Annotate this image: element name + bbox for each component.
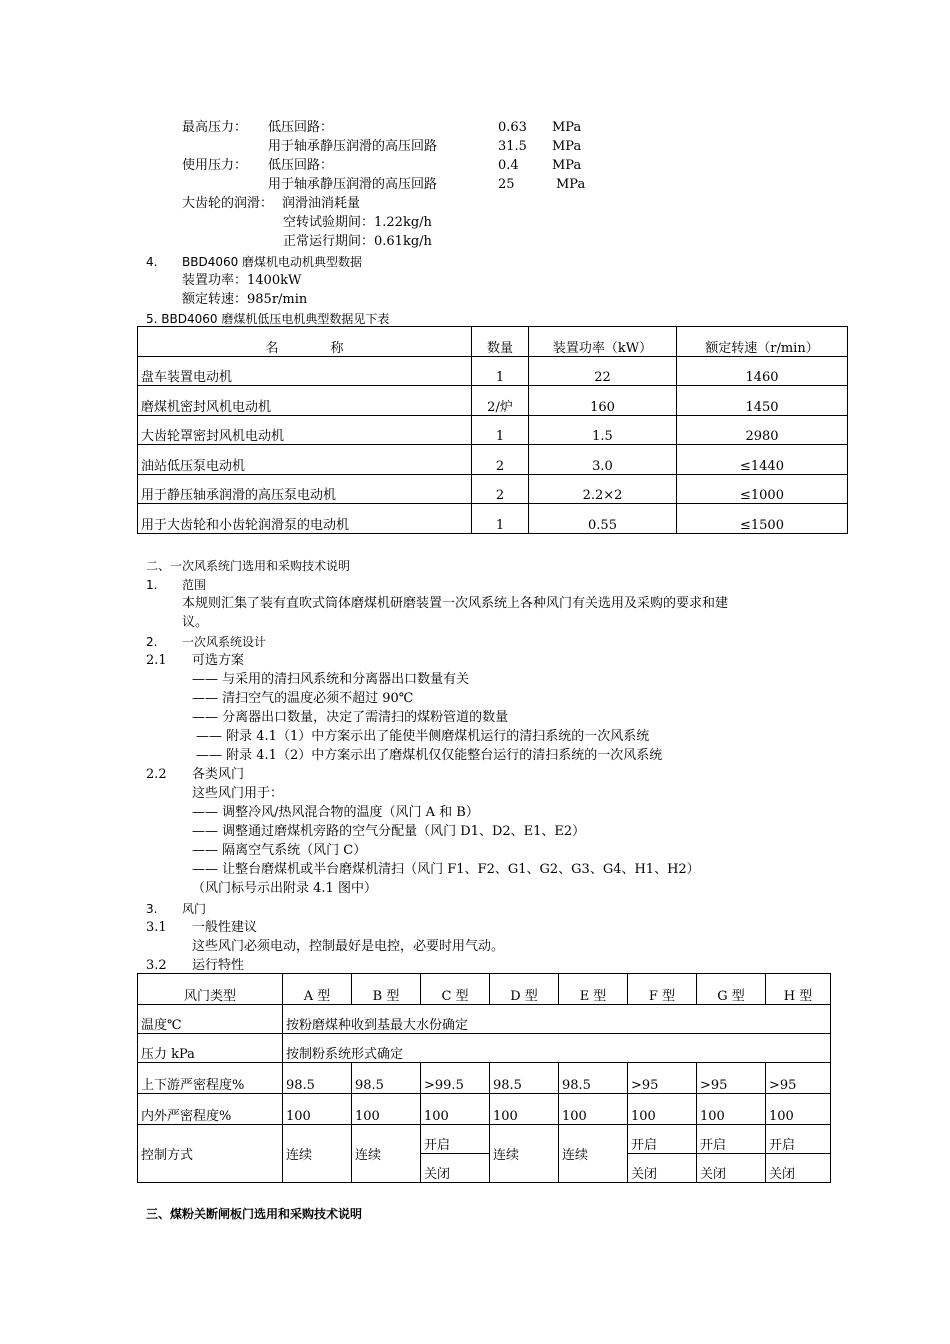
damper-row-control bbox=[138, 1125, 831, 1154]
damper-header-type: 风门类型 bbox=[138, 974, 283, 1005]
damper-header-a: A 型 bbox=[283, 974, 352, 1005]
s22-note: （风门标号示出附录 4.1 图中） bbox=[192, 881, 377, 896]
motor-power: 0.55 bbox=[529, 504, 677, 534]
motor-table-header bbox=[138, 327, 848, 357]
damper-header-c: C 型 bbox=[421, 974, 490, 1005]
s22-num: 2.2 bbox=[146, 767, 167, 782]
s22-title: 各类风门 bbox=[192, 767, 245, 782]
damper-updown-a: 98.5 bbox=[283, 1063, 352, 1094]
use-low-unit: MPa bbox=[552, 158, 582, 173]
damper-control-d: 连续 bbox=[490, 1125, 559, 1183]
motor-power: 2.2×2 bbox=[529, 475, 677, 504]
gear-lube-label: 大齿轮的润滑： bbox=[182, 196, 274, 211]
damper-inout-d: 100 bbox=[490, 1094, 559, 1125]
damper-pressure-value: 按制粉系统形式确定 bbox=[283, 1034, 831, 1063]
table-row bbox=[138, 475, 848, 504]
motor-power: 160 bbox=[529, 386, 677, 416]
damper-row-inout bbox=[138, 1094, 831, 1125]
motor-qty: 2 bbox=[472, 475, 529, 504]
damper-row-temp bbox=[138, 1005, 831, 1034]
damper-inout-b: 100 bbox=[352, 1094, 421, 1125]
use-high-value: 25 bbox=[498, 177, 515, 192]
damper-control-a: 连续 bbox=[283, 1125, 352, 1183]
damper-inout-label: 内外严密程度% bbox=[138, 1094, 283, 1125]
damper-updown-f: >95 bbox=[628, 1063, 697, 1094]
s32-num: 3.2 bbox=[146, 958, 167, 973]
damper-row-pressure bbox=[138, 1034, 831, 1063]
s2-num: 2. bbox=[146, 635, 158, 649]
max-low-circuit: 低压回路： bbox=[268, 120, 334, 135]
motor-speed: ≤1000 bbox=[677, 475, 848, 504]
damper-control-b: 连续 bbox=[352, 1125, 421, 1183]
section4-speed: 额定转速：985r/min bbox=[182, 292, 308, 307]
damper-updown-e: 98.5 bbox=[559, 1063, 628, 1094]
use-high-circuit: 用于轴承静压润滑的高压回路 bbox=[268, 177, 438, 192]
table-row bbox=[138, 357, 848, 386]
damper-control-h-open: 开启 bbox=[766, 1125, 831, 1154]
table-row bbox=[138, 504, 848, 534]
damper-control-h-close: 关闭 bbox=[766, 1154, 831, 1183]
s22-intro: 这些风门用于： bbox=[192, 786, 284, 801]
damper-control-e: 连续 bbox=[559, 1125, 628, 1183]
damper-updown-label: 上下游严密程度% bbox=[138, 1063, 283, 1094]
motor-qty: 2 bbox=[472, 445, 529, 475]
max-high-circuit: 用于轴承静压润滑的高压回路 bbox=[268, 139, 438, 154]
max-pressure-label: 最高压力： bbox=[182, 120, 248, 135]
table-row bbox=[138, 386, 848, 416]
s31-title: 一般性建议 bbox=[192, 920, 258, 935]
damper-pressure-label: 压力 kPa bbox=[138, 1034, 283, 1063]
motor-qty: 2/炉 bbox=[472, 386, 529, 416]
motor-qty: 1 bbox=[472, 416, 529, 445]
motor-speed: 2980 bbox=[677, 416, 848, 445]
damper-updown-g: >95 bbox=[697, 1063, 766, 1094]
s1-text-2: 议。 bbox=[182, 615, 209, 630]
damper-inout-g: 100 bbox=[697, 1094, 766, 1125]
s21-title: 可选方案 bbox=[192, 653, 245, 668]
motor-name: 盘车装置电动机 bbox=[138, 357, 472, 386]
motor-header-power: 装置功率（kW） bbox=[529, 327, 677, 357]
motor-qty: 1 bbox=[472, 357, 529, 386]
max-high-value: 31.5 bbox=[498, 139, 527, 154]
damper-inout-e: 100 bbox=[559, 1094, 628, 1125]
damper-inout-h: 100 bbox=[766, 1094, 831, 1125]
s32-title: 运行特性 bbox=[192, 958, 245, 973]
s31-text: 这些风门必须电动，控制最好是电控，必要时用气动。 bbox=[192, 939, 505, 954]
s2-title: 一次风系统设计 bbox=[182, 635, 267, 649]
damper-header-b: B 型 bbox=[352, 974, 421, 1005]
s22-item: —— 让整台磨煤机或半台磨煤机清扫（风门 F1、F2、G1、G2、G3、G4、H1、H2） bbox=[192, 862, 700, 877]
s3-num: 3. bbox=[146, 902, 158, 916]
gear-lube-normal: 正常运行期间：0.61kg/h bbox=[283, 234, 432, 249]
section4-title: BBD4060 磨煤机电动机典型数据 bbox=[182, 255, 363, 269]
use-low-circuit: 低压回路： bbox=[268, 158, 334, 173]
damper-inout-c: 100 bbox=[421, 1094, 490, 1125]
damper-control-c-close: 关闭 bbox=[421, 1154, 490, 1183]
damper-row-updown bbox=[138, 1063, 831, 1094]
table-row bbox=[138, 445, 848, 475]
motor-header-qty: 数量 bbox=[472, 327, 529, 357]
motor-power: 1.5 bbox=[529, 416, 677, 445]
damper-table bbox=[137, 973, 831, 1183]
damper-header-f: F 型 bbox=[628, 974, 697, 1005]
s22-item: —— 隔离空气系统（风门 C） bbox=[192, 843, 367, 858]
max-low-value: 0.63 bbox=[498, 120, 527, 135]
damper-control-f-open: 开启 bbox=[628, 1125, 697, 1154]
s21-num: 2.1 bbox=[146, 653, 167, 668]
damper-updown-c: >99.5 bbox=[421, 1063, 490, 1094]
damper-updown-d: 98.5 bbox=[490, 1063, 559, 1094]
section4-power: 装置功率：1400kW bbox=[182, 273, 302, 288]
s21-item: —— 附录 4.1（2）中方案示出了磨煤机仅仅能整台运行的清扫系统的一次风系统 bbox=[196, 748, 663, 763]
motor-speed: 1460 bbox=[677, 357, 848, 386]
s1-title: 范围 bbox=[182, 578, 207, 592]
s21-item: —— 附录 4.1（1）中方案示出了能使半侧磨煤机运行的清扫系统的一次风系统 bbox=[196, 729, 650, 744]
motor-speed: ≤1440 bbox=[677, 445, 848, 475]
damper-header-d: D 型 bbox=[490, 974, 559, 1005]
s21-item: —— 与采用的清扫风系统和分离器出口数量有关 bbox=[192, 672, 470, 687]
damper-control-c-open: 开启 bbox=[421, 1125, 490, 1154]
part2-title: 二、一次风系统门选用和采购技术说明 bbox=[146, 559, 351, 573]
damper-header-h: H 型 bbox=[766, 974, 831, 1005]
motor-table bbox=[137, 326, 848, 534]
motor-speed: ≤1500 bbox=[677, 504, 848, 534]
use-high-unit: MPa bbox=[556, 177, 586, 192]
motor-header-speed: 额定转速（r/min） bbox=[677, 327, 848, 357]
use-pressure-label: 使用压力： bbox=[182, 158, 248, 173]
damper-control-g-open: 开启 bbox=[697, 1125, 766, 1154]
s31-num: 3.1 bbox=[146, 920, 167, 935]
s3-title: 风门 bbox=[182, 902, 207, 916]
damper-header-e: E 型 bbox=[559, 974, 628, 1005]
damper-control-g-close: 关闭 bbox=[697, 1154, 766, 1183]
s22-item: —— 调整冷风/热风混合物的温度（风门 A 和 B） bbox=[192, 805, 479, 820]
part3-title: 三、煤粉关断闸板门选用和采购技术说明 bbox=[146, 1207, 363, 1221]
damper-updown-h: >95 bbox=[766, 1063, 831, 1094]
gear-lube-consumption: 润滑油消耗量 bbox=[282, 196, 361, 211]
s21-item: —— 分离器出口数量，决定了需清扫的煤粉管道的数量 bbox=[192, 710, 509, 725]
s1-num: 1. bbox=[146, 578, 158, 592]
motor-name: 油站低压泵电动机 bbox=[138, 445, 472, 475]
max-low-unit: MPa bbox=[552, 120, 582, 135]
s1-text-1: 本规则汇集了装有直吹式筒体磨煤机研磨装置一次风系统上各种风门有关选用及采购的要求和建 bbox=[182, 596, 729, 611]
motor-name: 大齿轮罩密封风机电动机 bbox=[138, 416, 472, 445]
motor-power: 3.0 bbox=[529, 445, 677, 475]
damper-control-label: 控制方式 bbox=[138, 1125, 283, 1183]
damper-table-header bbox=[138, 974, 831, 1005]
motor-name: 磨煤机密封风机电动机 bbox=[138, 386, 472, 416]
section4-num: 4. bbox=[146, 255, 158, 269]
section5-title: 5. BBD4060 磨煤机低压电机典型数据见下表 bbox=[146, 312, 390, 326]
use-low-value: 0.4 bbox=[498, 158, 519, 173]
s22-item: —— 调整通过磨煤机旁路的空气分配量（风门 D1、D2、E1、E2） bbox=[192, 824, 586, 839]
damper-temp-value: 按粉磨煤种收到基最大水份确定 bbox=[283, 1005, 831, 1034]
motor-power: 22 bbox=[529, 357, 677, 386]
damper-updown-b: 98.5 bbox=[352, 1063, 421, 1094]
motor-qty: 1 bbox=[472, 504, 529, 534]
damper-inout-a: 100 bbox=[283, 1094, 352, 1125]
damper-temp-label: 温度℃ bbox=[138, 1005, 283, 1034]
table-row bbox=[138, 416, 848, 445]
max-high-unit: MPa bbox=[552, 139, 582, 154]
damper-inout-f: 100 bbox=[628, 1094, 697, 1125]
damper-header-g: G 型 bbox=[697, 974, 766, 1005]
motor-name: 用于大齿轮和小齿轮润滑泵的电动机 bbox=[138, 504, 472, 534]
motor-header-name: 名 称 bbox=[138, 327, 472, 357]
damper-control-f-close: 关闭 bbox=[628, 1154, 697, 1183]
motor-speed: 1450 bbox=[677, 386, 848, 416]
s21-item: —— 清扫空气的温度必须不超过 90℃ bbox=[192, 691, 414, 706]
gear-lube-trial: 空转试验期间：1.22kg/h bbox=[283, 215, 432, 230]
motor-name: 用于静压轴承润滑的高压泵电动机 bbox=[138, 475, 472, 504]
